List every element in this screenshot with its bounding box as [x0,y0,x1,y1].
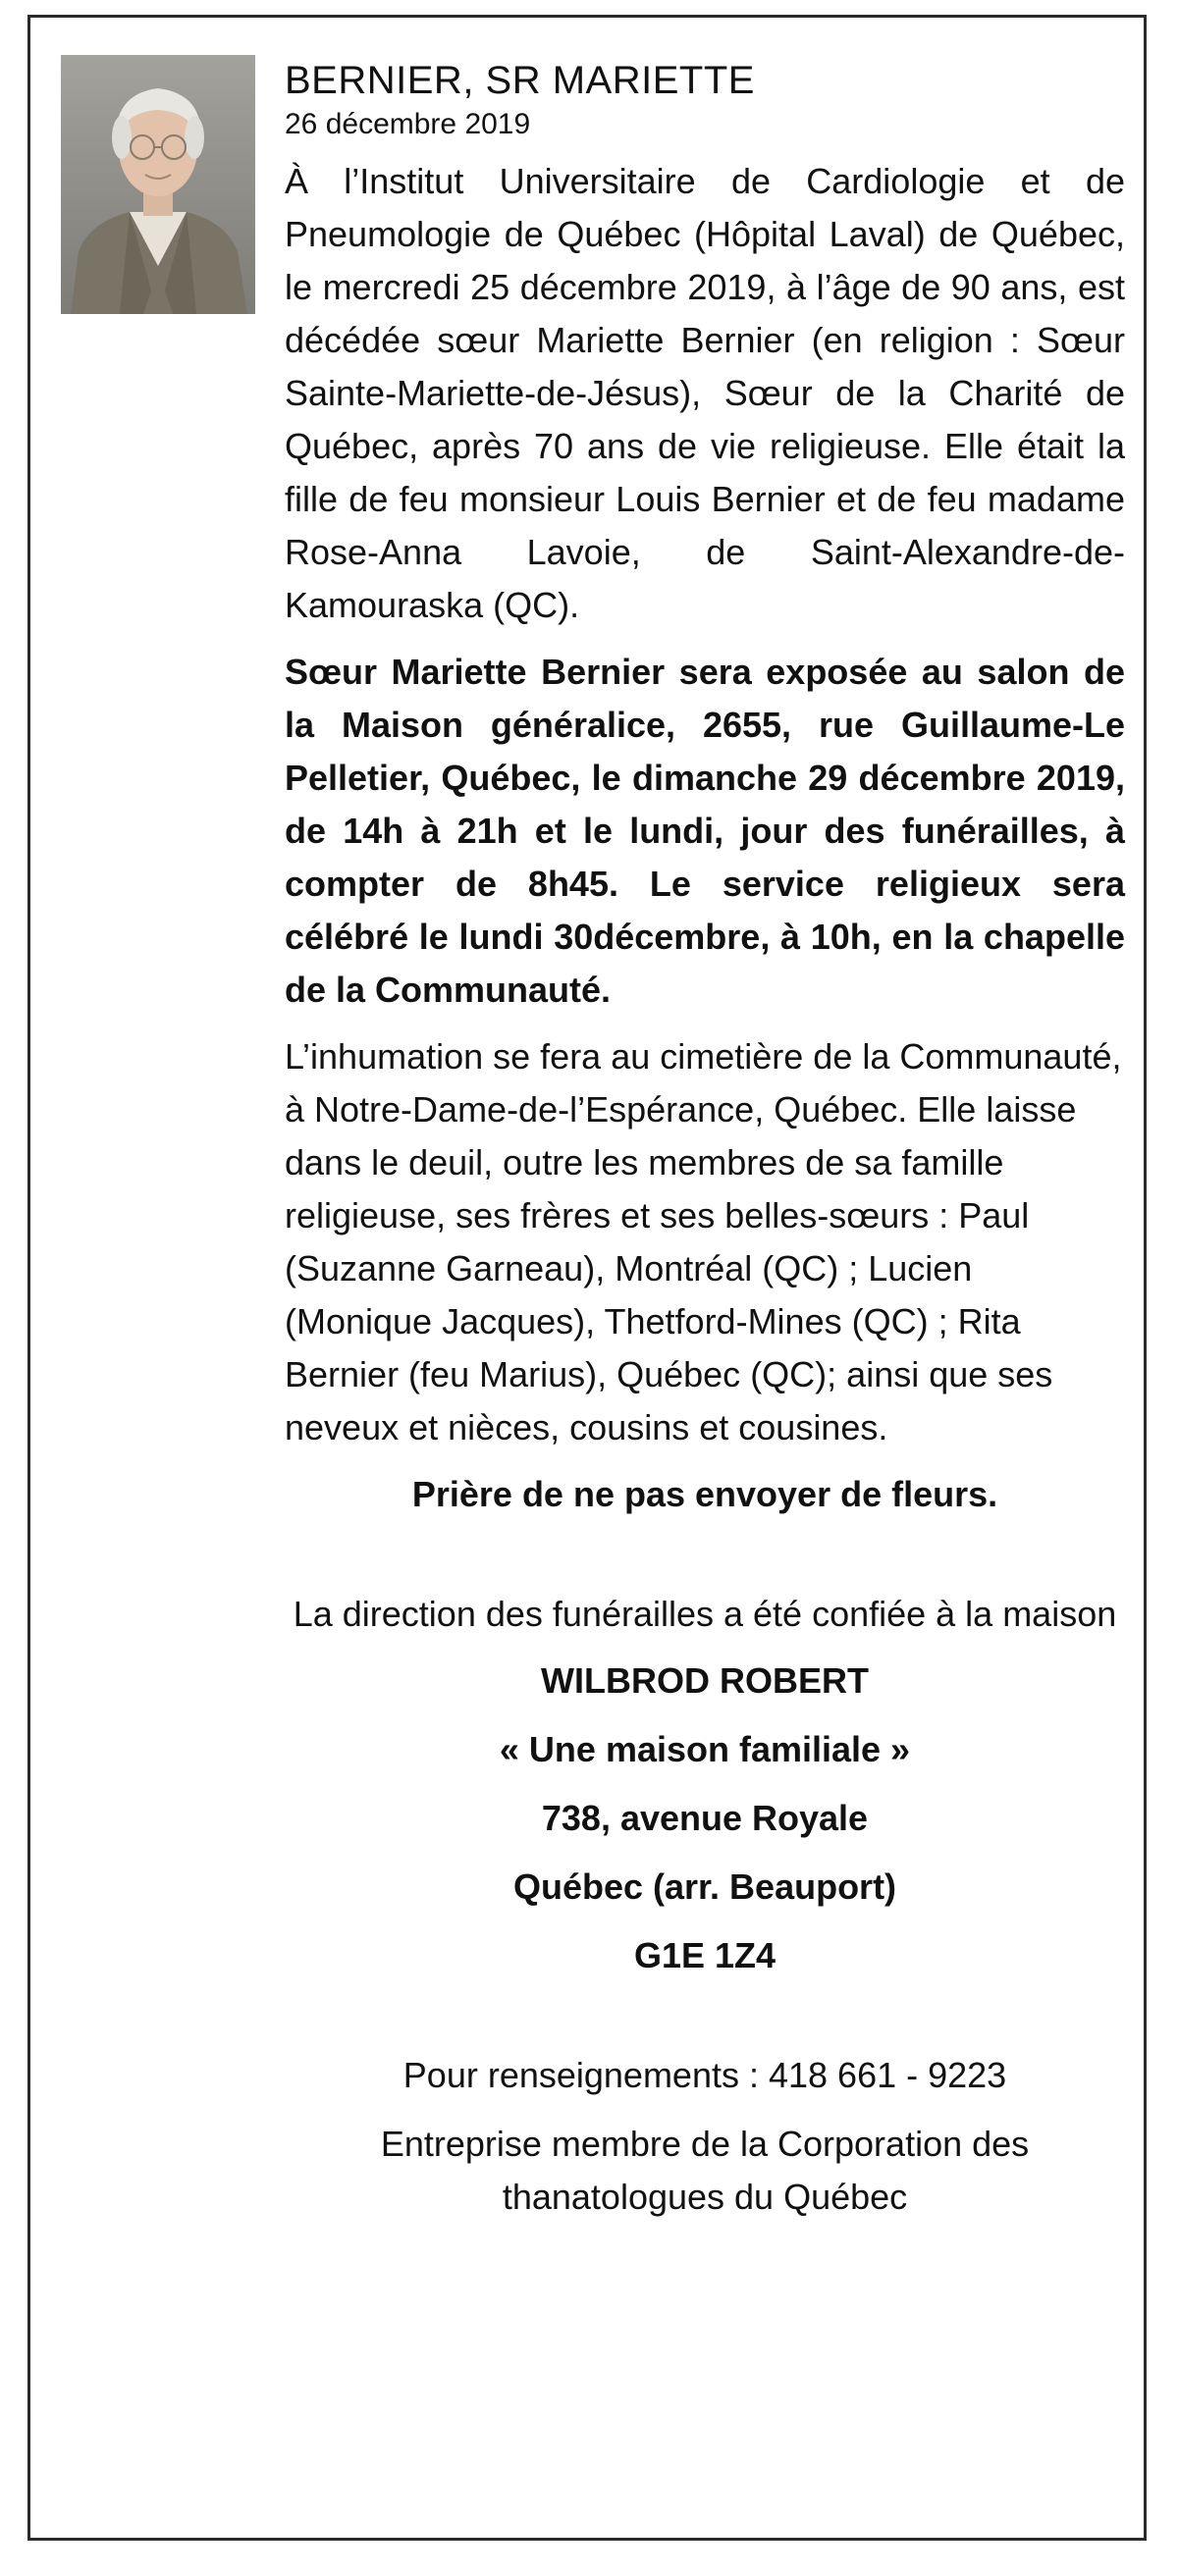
membership-note: Entreprise membre de la Corporation des thanatologues du Québec [380,2124,1030,2217]
obituary-content [285,55,1125,2239]
deceased-name: BERNIER, SR MARIETTE [285,59,755,102]
funeral-home-slogan: « Une maison familiale » [499,1729,911,1769]
funeral-home-intro: La direction des funérailles a été confiée à la maison [293,1594,1117,1634]
flowers-note: Prière de ne pas envoyer de fleurs. [411,1474,998,1514]
burial-paragraph: L’inhumation se fera au cimetière de la Communauté, à Notre-Dame-de-l’Espérance, Québec. Elle laisse dans le deuil, outre les membres de sa famille religieuse, ses frères et ses belles-sœurs : Paul (Suzanne Garneau), Montréal (QC) ; Lucien (Monique Jacques), Thetford-Mines (QC) ; Rita Bernier (feu Marius), Québec (QC); ainsi que ses neveux et nièces, cousins et cousines. [285,1036,1122,1447]
portrait-photo [61,55,255,314]
funeral-home-name: WILBROD ROBERT [541,1660,869,1701]
info-phone: Pour renseignements : 418 661 - 9223 [402,2055,1007,2095]
portrait-illustration [61,55,255,314]
spacer [285,1537,1125,1588]
funeral-home-city: Québec (arr. Beauport) [512,1866,897,1907]
death-paragraph: À l’Institut Universitaire de Cardiologie et de Pneumologie de Québec (Hôpital Laval) de Québec, le mercredi 25 décembre 2019, à l’âge de 90 ans, est décédée sœur Mariette Bernier (en religion : Sœur Sainte-Mariette-de-Jésus), Sœur de la Charité de Québec, après 70 ans de vie religieuse. Elle était la fille de feu monsieur Louis Bernier et de feu madame Rose-Anna Lavoie, de Saint-Alexandre-de-Kamouraska (QC). [285,161,1125,625]
visitation-paragraph: Sœur Mariette Bernier sera exposée au salon de la Maison généralice, 2655, rue Guillaume-Le Pelletier, Québec, le dimanche 29 décembre 2019, de 14h à 21h et le lundi, jour des funérailles, à compter de 8h45. Le service religieux sera célébré le lundi 30décembre, à 10h, en la chapelle de la Communauté. [285,652,1125,1010]
funeral-home-address: 738, avenue Royale [541,1798,869,1838]
spacer [285,1998,1125,2049]
funeral-home-postal: G1E 1Z4 [633,1935,776,1975]
publication-date: 26 décembre 2019 [285,108,531,140]
